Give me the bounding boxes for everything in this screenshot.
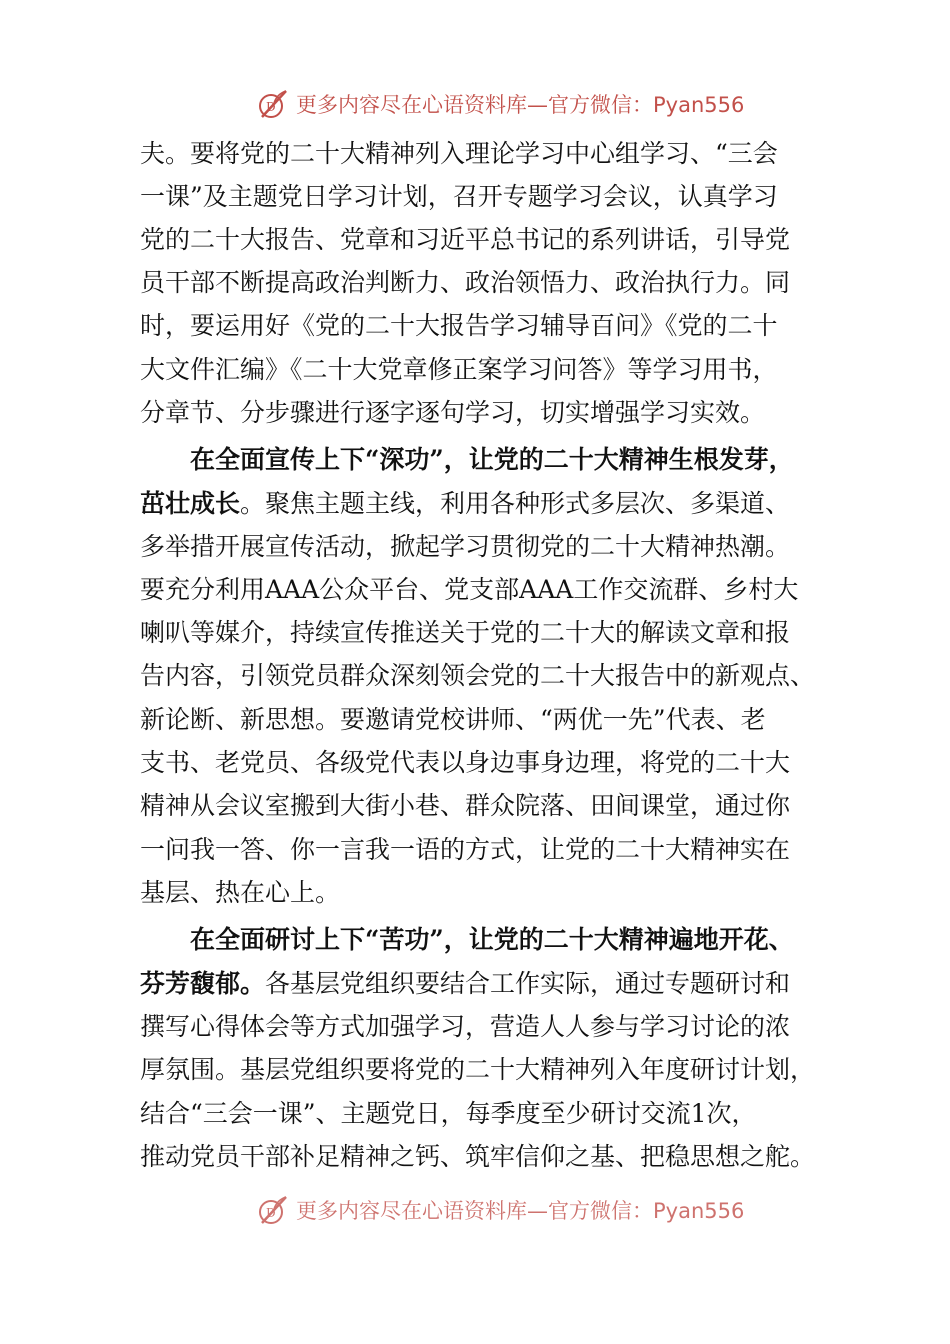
svg-text:D: D: [266, 1206, 276, 1220]
body-line: [140, 966, 790, 1002]
section-heading: 在全面宣传上下“深功”，让党的二十大精神生根发芽，: [190, 445, 794, 474]
body-line: 大文件汇编》《二十大党章修正案学习问答》等学习用书，: [140, 355, 778, 384]
body-line: 时，要运用好《党的二十大报告学习辅导百问》《党的二十: [140, 311, 778, 340]
body-line: 厚氛围。基层党组织要将党的二十大精神列入年度研讨计划，: [140, 1055, 816, 1084]
body-text: 各基层党组织要结合工作实际，通过专题研讨和: [265, 969, 791, 998]
body-line: 多举措开展宣传活动，掀起学习贯彻党的二十大精神热潮。: [140, 532, 791, 561]
body-line: 喇叭等媒介，持续宣传推送关于党的二十大的解读文章和报: [140, 618, 791, 647]
body-line: 基层、热在心上。: [140, 878, 341, 907]
body-line: 夫。要将党的二十大精神列入理论学习中心组学习、“三会: [140, 139, 778, 168]
body-line: 撰写心得体会等方式加强学习，营造人人参与学习讨论的浓: [140, 1012, 791, 1041]
body-line: 推动党员干部补足精神之钙、筑牢信仰之基、把稳思想之舵。: [140, 1142, 816, 1171]
watermark-header: [256, 86, 744, 122]
quill-logo-icon: [256, 87, 290, 121]
body-line: 员干部不断提高政治判断力、政治领悟力、政治执行力。同: [140, 268, 791, 297]
watermark-footer: [256, 1192, 744, 1228]
body-line: [140, 486, 790, 522]
section-heading-tail: 茁壮成长: [140, 489, 241, 518]
body-line: 支书、老党员、各级党代表以身边事身边理，将党的二十大: [140, 748, 791, 777]
watermark-text: 更多内容尽在心语资料库—官方微信：Pyan556: [296, 93, 745, 117]
body-line: 一课”及主题党日学习计划，召开专题学习会议，认真学习: [140, 182, 778, 211]
body-line: 党的二十大报告、党章和习近平总书记的系列讲话，引导党: [140, 225, 791, 254]
quill-logo-icon: [256, 1193, 290, 1227]
body-line: 新论断、新思想。要邀请党校讲师、“两优一先”代表、老: [140, 705, 766, 734]
body-text: 。聚焦主题主线，利用各种形式多层次、多渠道、: [240, 489, 791, 518]
svg-text:D: D: [266, 100, 276, 114]
body-line: 结合“三会一课”、主题党日，每季度至少研讨交流1次，: [140, 1099, 757, 1128]
watermark-text: 更多内容尽在心语资料库—官方微信：Pyan556: [296, 1199, 745, 1223]
section-heading: 在全面研讨上下“苦功”，让党的二十大精神遍地开花、: [190, 925, 794, 954]
body-line: 一问我一答、你一言我一语的方式，让党的二十大精神实在: [140, 835, 791, 864]
body-line: 精神从会议室搬到大街小巷、群众院落、田间课堂，通过你: [140, 791, 791, 820]
body-line: 分章节、分步骤进行逐字逐句学习，切实增强学习实效。: [140, 398, 766, 427]
body-line: 告内容，引领党员群众深刻领会党的二十大报告中的新观点、: [140, 661, 816, 690]
section-heading-tail: 芬芳馥郁。: [140, 969, 266, 998]
body-line: 要充分利用AAA公众平台、党支部AAA工作交流群、乡村大: [140, 575, 799, 604]
